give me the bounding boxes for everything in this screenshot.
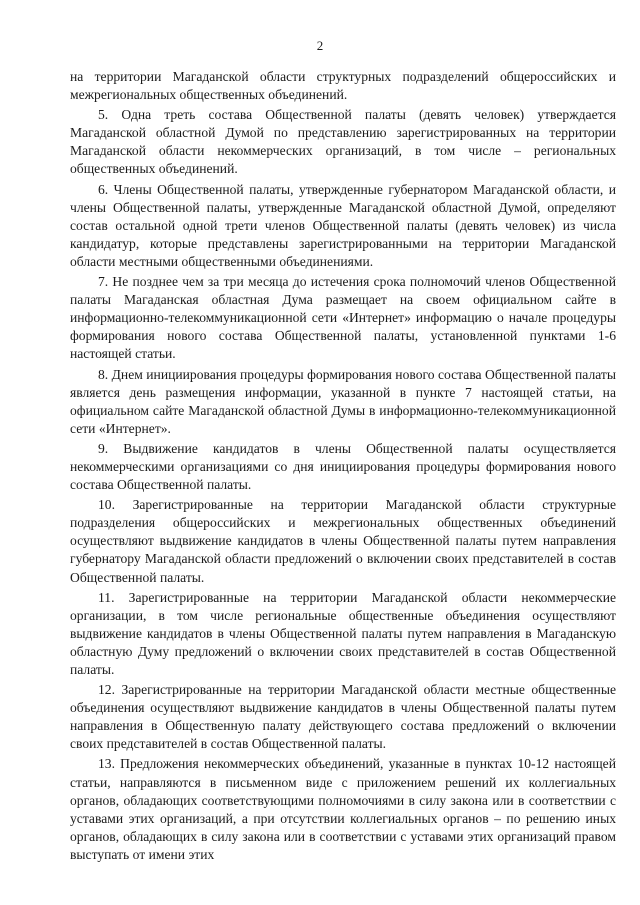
paragraph-item-11: 11. Зарегистрированные на территории Магаданской области некоммерческие организации, в том числе региональные общественные объединения осуществляют выдвижение кандидатов в члены Общественной палаты путем направления в Магаданскую областную Думу предложений о включении своих представителей в состав Общественной палаты.	[70, 589, 616, 677]
paragraph-item-6: 6. Члены Общественной палаты, утвержденные губернатором Магаданской области, и члены Общественной палаты, утвержденные Магаданской областной Думой, определяют состав остальной одной трети членов Общественной палаты (девять человек) из числа кандидатур, которые представлены зарегистрированными на территории Магаданской области местными общественными объединениями.	[70, 181, 616, 269]
paragraph-item-12: 12. Зарегистрированные на территории Магаданской области местные общественные объединения осуществляют выдвижение кандидатов в члены Общественной палаты путем направления в Общественную палату действующего состава предложений о включении своих представителей в состав Общественной палаты.	[70, 682, 616, 752]
page-number: 2	[316, 38, 324, 53]
paragraph-item-8: 8. Днем инициирования процедуры формирования нового состава Общественной палаты является день размещения информации, указанной в пункте 7 настоящей статьи, на официальном сайте Магаданской областной Думы в информационно-телекоммуникационной сети «Интернет».	[70, 366, 616, 436]
paragraph-continuation: на территории Магаданской области структурных подразделений общероссийских и межрегиональных общественных объединений.	[70, 69, 616, 103]
paragraph-item-10: 10. Зарегистрированные на территории Магаданской области структурные подразделения общероссийских и межрегиональных общественных объединений осуществляют выдвижение кандидатов в члены Общественной палаты путем направления губернатору Магаданской области предложений о включении своих представителей в состав Общественной палаты.	[70, 497, 616, 585]
paragraph-item-5: 5. Одна треть состава Общественной палаты (девять человек) утверждается Магаданской областной Думой по представлению зарегистрированных на территории Магаданской области некоммерческих организаций, в том числе – региональных общественных объединений.	[70, 107, 616, 177]
document-body	[70, 68, 616, 866]
paragraph-item-13: 13. Предложения некоммерческих объединений, указанные в пунктах 10-12 настоящей статьи, направляются в письменном виде с приложением решений их коллегиальных органов, обладающих соответствующими полномочиями в силу закона или в соответствии с уставами этих организаций, а при отсутствии коллегиальных органов – по решению иных органов, обладающих в силу закона или в соответствии с уставами этих организаций правом выступать от имени этих	[70, 756, 616, 862]
paragraph-item-7: 7. Не позднее чем за три месяца до истечения срока полномочий членов Общественной палаты Магаданская областная Дума размещает на своем официальном сайте в информационно-телекоммуникационной сети «Интернет» информацию о начале процедуры формирования нового состава Общественной палаты, установленной пунктами 1-6 настоящей статьи.	[70, 274, 616, 362]
paragraph-item-9: 9. Выдвижение кандидатов в члены Общественной палаты осуществляется некоммерческими организациями со дня инициирования процедуры формирования нового состава Общественной палаты.	[70, 440, 616, 493]
